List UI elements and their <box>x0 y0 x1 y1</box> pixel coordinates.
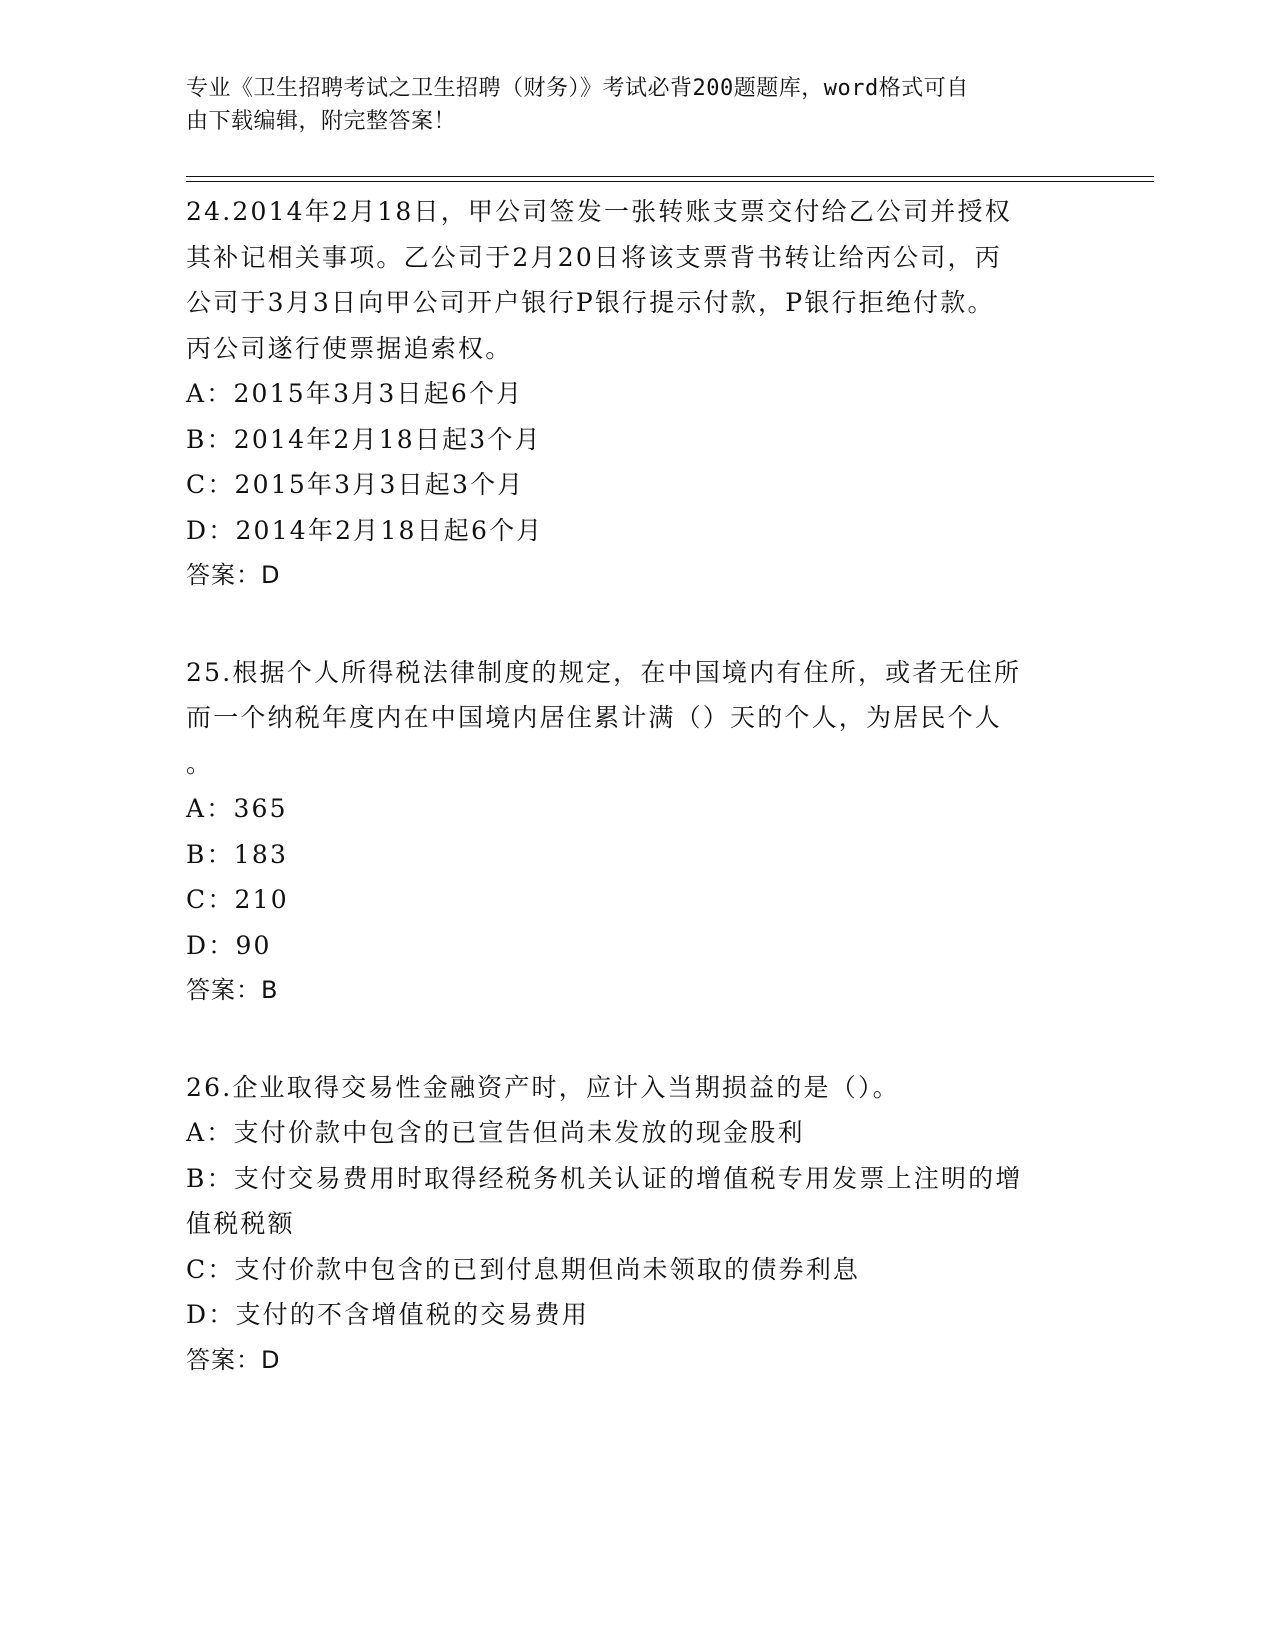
option-b <box>186 1156 1086 1247</box>
question-stem-line: 26.企业取得交易性金融资产时，应计入当期损益的是（）。 <box>186 1072 900 1102</box>
document-intro <box>186 72 1066 138</box>
option-d: D：2014年2月18日起6个月 <box>186 515 544 545</box>
question-stem-line: 。 <box>186 748 214 778</box>
question-item <box>186 189 1086 599</box>
answer-line: 答案：D <box>186 561 281 589</box>
option-a: A：2015年3月3日起6个月 <box>186 379 524 408</box>
question-stem-line: 其补记相关事项。乙公司于2月20日将该支票背书转让给丙公司，丙 <box>186 242 1002 272</box>
question-list <box>186 189 1086 1434</box>
question-stem-line: 25.根据个人所得税法律制度的规定，在中国境内有住所，或者无住所 <box>186 657 1022 687</box>
question-item <box>186 1065 1086 1384</box>
option-a: A：支付价款中包含的已宣告但尚未发放的现金股利 <box>186 1118 805 1147</box>
question-stem <box>186 650 1086 787</box>
option-line: B：支付交易费用时取得经税务机关认证的增值税专用发票上注明的增 <box>186 1163 1023 1193</box>
option-d: D：90 <box>186 930 272 960</box>
option-c: C：支付价款中包含的已到付息期但尚未领取的债券利息 <box>186 1254 861 1284</box>
question-stem <box>186 1065 1086 1111</box>
answer-line: 答案：B <box>186 976 279 1004</box>
option-c: C：2015年3月3日起3个月 <box>186 470 525 499</box>
header-divider-bottom <box>186 181 1154 182</box>
intro-line: 专业《卫生招聘考试之卫生招聘（财务）》考试必背200题题库，word格式可自 <box>186 76 969 101</box>
header-divider-top <box>186 176 1154 177</box>
option-line: 值税税额 <box>186 1209 295 1238</box>
question-stem-line: 而一个纳税年度内在中国境内居住累计满（）天的个人，为居民个人 <box>186 703 1003 732</box>
option-b: B：183 <box>186 839 289 869</box>
answer-line: 答案：D <box>186 1345 281 1374</box>
question-item <box>186 650 1086 1014</box>
question-stem-line: 24.2014年2月18日，甲公司签发一张转账支票交付给乙公司并授权 <box>186 197 1012 226</box>
option-b: B：2014年2月18日起3个月 <box>186 424 542 454</box>
option-a: A：365 <box>186 794 288 823</box>
question-stem-line: 公司于3月3日向甲公司开户银行P银行提示付款，P银行拒绝付款。 <box>186 288 995 317</box>
option-c: C：210 <box>186 885 289 914</box>
question-stem <box>186 189 1086 371</box>
intro-line: 由下载编辑，附完整答案！ <box>186 109 457 134</box>
option-d: D：支付的不含增值税的交易费用 <box>186 1300 590 1329</box>
question-stem-line: 丙公司遂行使票据追索权。 <box>186 333 513 363</box>
